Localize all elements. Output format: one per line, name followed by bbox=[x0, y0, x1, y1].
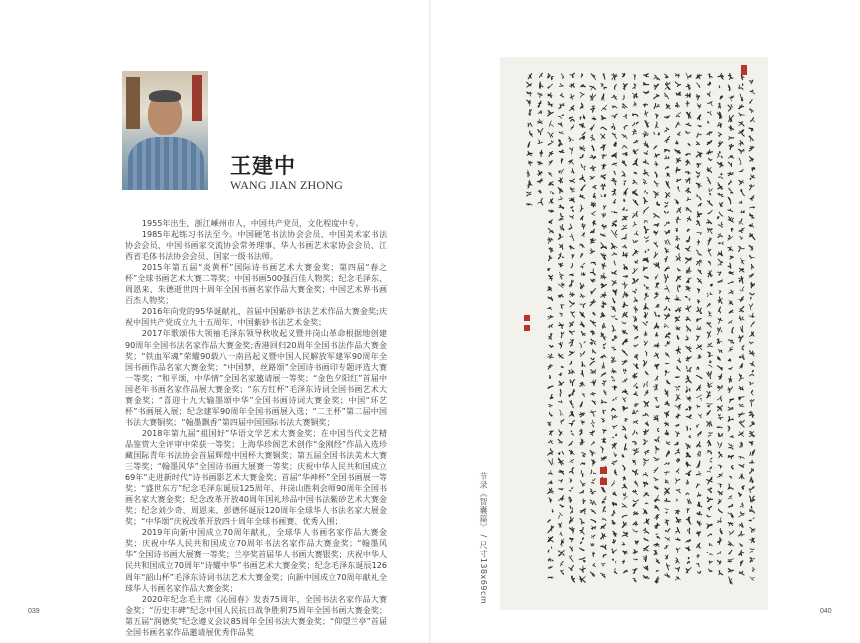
red-seal-stamp bbox=[600, 467, 607, 474]
bio-paragraph: 2019年向新中国成立70周年献礼，全球华人书画名家作品大赛金奖；庆祝中华人民共和国成立70周年书法名家作品大赛金奖；“翰墨风华”全国诗书画大展赛一等奖；兰亭奖首届华人书画大赛银奖；庆祝中华人民共和国成立70周年“诗耀中华”书画艺术大赛金奖；纪念毛泽东诞辰126周年“韶山杯”毛泽东诗词书法艺术大赛金奖；向新中国成立70周年献礼全球华人书画名家作品大赛金奖； bbox=[125, 528, 387, 593]
red-seal-stamp bbox=[524, 315, 530, 321]
calligraphy-column bbox=[622, 73, 628, 573]
calligraphy-column bbox=[611, 74, 617, 574]
bio-paragraph: 2020年纪念毛主席《沁园春》发表75周年，全国书法名家作品大赛金奖；“历史丰碑”纪念中国人民抗日战争胜利75周年全国书画大赛金奖；第五届“润德奖”纪念遵义会议85周年全国书法大赛金奖；“仰望兰亭”首届全国书画名家作品邀请展优秀作品奖 bbox=[125, 594, 387, 637]
calligraphy-column bbox=[548, 74, 554, 578]
calligraphy-column bbox=[643, 74, 649, 579]
calligraphy-column bbox=[537, 73, 543, 205]
bio-paragraph: 1985年起练习书法至今。中国硬笔书法协会会员、中国美术家书法协会会员、中国书画家交流协会常务理事、华人书画艺术家协会会员、江西省毛体书法协会会员、国家一级书法师。 bbox=[125, 230, 387, 262]
calligraphy-column bbox=[579, 74, 585, 582]
bio-paragraph: 2016年向党的95华诞献礼，首届中国紫砂书法艺术作品大赛金奖;庆祝中国共产党成立九十五周年、中国紫砂书法艺术金奖； bbox=[125, 307, 387, 328]
page-number-left: 039 bbox=[28, 608, 40, 615]
calligraphy-column bbox=[728, 73, 734, 584]
calligraphy-column bbox=[590, 74, 596, 577]
page-gutter bbox=[429, 0, 431, 643]
calligraphy-column bbox=[527, 74, 533, 206]
artist-name-english: WANG JIAN ZHONG bbox=[230, 178, 343, 192]
calligraphy-column bbox=[696, 75, 702, 574]
calligraphy-column bbox=[707, 73, 713, 572]
red-seal-stamp bbox=[600, 478, 607, 485]
calligraphy-column bbox=[738, 73, 744, 575]
artwork-caption: 节录《智囊篇》 / 尺寸138x69cm bbox=[479, 472, 488, 605]
red-seal-stamp bbox=[741, 65, 747, 75]
calligraphy-column bbox=[749, 80, 755, 580]
calligraphy-column bbox=[685, 73, 691, 573]
calligraphy-column bbox=[601, 74, 607, 578]
calligraphy-column bbox=[569, 73, 575, 582]
calligraphy-column bbox=[664, 74, 670, 577]
calligraphy-column bbox=[675, 74, 681, 581]
calligraphy-column bbox=[654, 75, 660, 583]
artist-name-chinese: 王建中 bbox=[230, 153, 296, 178]
calligraphy-column bbox=[558, 74, 564, 575]
page-number-right: 040 bbox=[820, 608, 832, 615]
artist-portrait bbox=[122, 71, 208, 190]
bio-paragraph: 1955年出生，浙江嵊州市人，中国共产党员，文化程度中专。 bbox=[141, 219, 364, 228]
red-seal-stamp bbox=[524, 325, 530, 331]
artist-biography bbox=[125, 218, 387, 638]
bio-paragraph: 2015年第五届“炎黄杯”国际诗书画艺术大赛金奖；第四届“春之杯”全球书画艺术大赛二等奖；中国书画500强百佳人物奖；纪念毛泽东、周恩来、朱德逝世四十周年全国书画名家作品大赛金奖；中国艺术界书画百杰人物奖； bbox=[125, 263, 387, 306]
calligraphy-strokes bbox=[500, 57, 768, 610]
bio-paragraph: 2017年歌颂伟大领袖毛泽东领导秋收起义暨井岗山革命根据地创建90周年全国书法名家作品大赛金奖;香港回归20周年全国书法作品大赛金奖；“铁血军魂”荣耀90载八一南昌起义暨中国人民解放军建军90周年全国书画作品名家大赛金奖；“中国梦，丝路颂”全国诗书画印专题评选大赛一等奖；“和平颂，中华情”全国名家邀请展一等奖；“金色夕阳红”首届中国老年书画名家作品展大赛金奖；“东方红杯”毛泽东诗词全国书画艺术大赛金奖；“喜迎十九大输墨颂中华”全国书画诗词大赛金奖；中国“环艺杯”书画展入展；纪念建军90周年全国书画展入选；“二王杯”第二届中国书法大赛铜奖；“翰墨飘香”第四届中国国际书法大赛铜奖； bbox=[125, 329, 387, 427]
calligraphy-artwork bbox=[500, 57, 768, 610]
bio-paragraph: 2018年第九届“祖国好”华语文学艺术大赛金奖；在中国当代文艺精品鉴赏大全评审中荣获一等奖；上海华珍阁艺术创作“金刚经”作品入选珍藏国际青年书法协会首届辉煌中国杯大赛铜奖；第五届全国书法美术大赛三等奖；“翰墨风华”全国诗书画大展赛一等奖；庆祝中华人民共和国成立69年“走进新时代”诗书画影艺术大赛金奖；首届“华神杯”全国书画展一等奖；“盛世东方”纪念毛泽东诞辰125周年、井岗山胜利会师90周年全国书画名家大赛金奖；纪念改革开放40周年国礼珍品中国书法紫砂艺术大赛金奖；纪念刘少奇、周恩来、彭德怀诞辰120周年全球华人书法名家大展金奖；“中华颂”庆祝改革开放四十周年全球书画赛、优秀入围； bbox=[125, 428, 387, 527]
calligraphy-column bbox=[717, 73, 723, 575]
calligraphy-column bbox=[632, 74, 638, 581]
